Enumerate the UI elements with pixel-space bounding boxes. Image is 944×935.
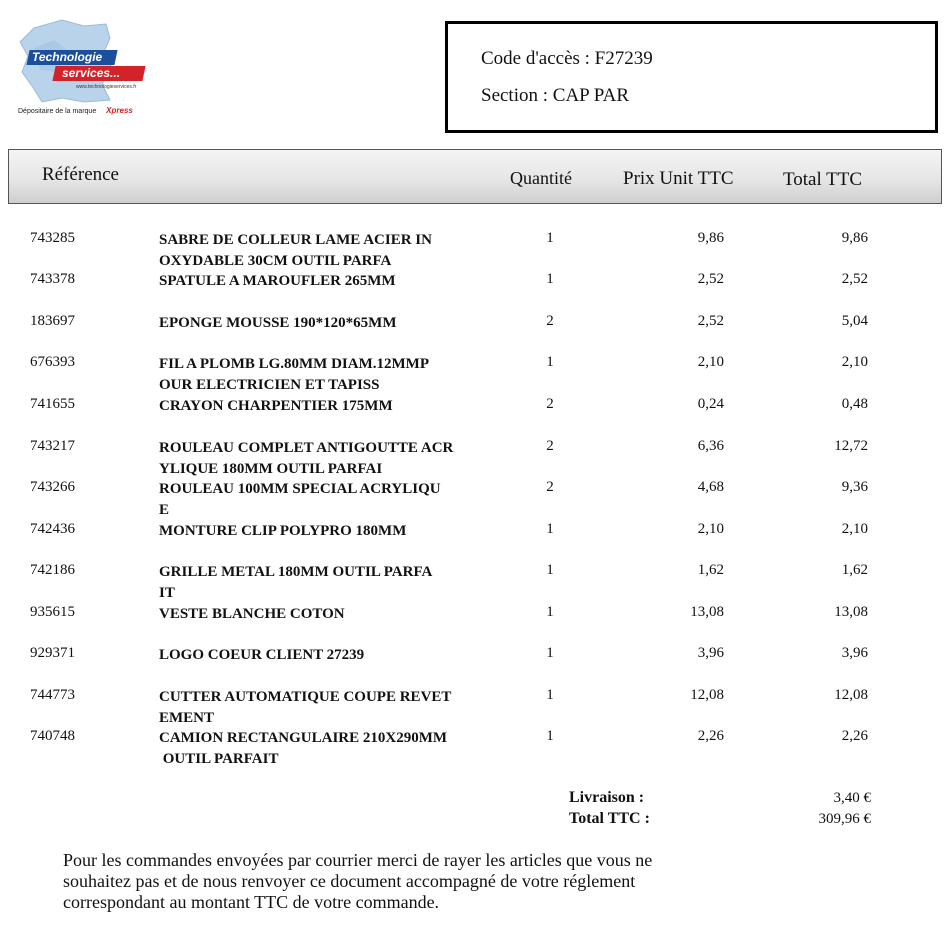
company-logo	[14, 18, 154, 122]
description-line: IT	[159, 584, 175, 601]
logo-depositaire	[18, 106, 133, 115]
item-description	[159, 230, 489, 271]
item-description	[159, 687, 489, 728]
note-line: correspondant au montant TTC de votre commande.	[63, 892, 440, 912]
table-row	[0, 396, 944, 436]
item-quantity: 1	[546, 728, 554, 744]
section-label: Section : CAP PAR	[481, 85, 629, 106]
item-unit-price: 2,52	[697, 313, 724, 329]
table-row	[0, 230, 944, 270]
table-row	[0, 562, 944, 602]
item-total: 13,08	[834, 604, 868, 620]
item-total: 3,96	[841, 645, 868, 661]
item-description	[159, 313, 489, 334]
item-unit-price: 4,68	[697, 479, 724, 495]
description-line: OUR ELECTRICIEN ET TAPISS	[159, 376, 380, 393]
item-quantity: 2	[546, 438, 554, 454]
item-unit-price: 2,52	[697, 271, 724, 287]
item-reference: 183697	[30, 313, 75, 329]
item-description	[159, 479, 489, 520]
item-description	[159, 396, 489, 417]
logo-line2: services...	[62, 66, 121, 80]
item-total: 12,08	[834, 687, 868, 703]
description-line: SPATULE A MAROUFLER 265MM	[159, 273, 396, 289]
item-reference: 742436	[30, 521, 75, 537]
item-reference: 744773	[30, 687, 75, 703]
table-header	[8, 149, 942, 204]
header-quantite: Quantité	[510, 168, 572, 188]
item-quantity: 2	[546, 313, 554, 329]
description-line: EPONGE MOUSSE 190*120*65MM	[159, 315, 397, 331]
table-row	[0, 645, 944, 685]
item-quantity: 1	[546, 271, 554, 287]
table-row	[0, 604, 944, 644]
item-reference: 743217	[30, 438, 75, 454]
table-row	[0, 438, 944, 478]
item-quantity: 1	[546, 230, 554, 246]
table-row	[0, 728, 944, 768]
total-ttc-value: 309,96 €	[818, 811, 871, 827]
description-line: GRILLE METAL 180MM OUTIL PARFA	[159, 564, 433, 580]
header-prix-unit: Prix Unit TTC	[623, 168, 734, 189]
item-description	[159, 438, 489, 479]
description-line: CUTTER AUTOMATIQUE COUPE REVET	[159, 689, 452, 705]
item-quantity: 1	[546, 562, 554, 578]
item-description	[159, 645, 489, 666]
item-reference: 741655	[30, 396, 75, 412]
item-total: 12,72	[834, 438, 868, 454]
table-row	[0, 271, 944, 311]
item-unit-price: 13,08	[690, 604, 724, 620]
table-row	[0, 354, 944, 394]
description-line: ROULEAU 100MM SPECIAL ACRYLIQU	[159, 481, 441, 497]
item-total: 2,10	[841, 521, 868, 537]
item-unit-price: 2,26	[697, 728, 724, 744]
table-row	[0, 687, 944, 727]
instructions-note	[63, 850, 783, 913]
description-line: OXYDABLE 30CM OUTIL PARFA	[159, 252, 392, 269]
table-row	[0, 479, 944, 519]
item-unit-price: 2,10	[697, 354, 724, 370]
item-description	[159, 354, 489, 395]
item-reference: 743285	[30, 230, 75, 246]
item-unit-price: 6,36	[697, 438, 724, 454]
item-reference: 935615	[30, 604, 75, 620]
item-description	[159, 562, 489, 603]
item-quantity: 1	[546, 604, 554, 620]
item-reference: 743378	[30, 271, 75, 287]
item-total: 2,52	[841, 271, 868, 287]
table-row	[0, 521, 944, 561]
item-description	[159, 521, 489, 542]
logo-line1: Technologie	[32, 50, 103, 64]
header-reference: Référence	[42, 164, 119, 185]
brand-mark: Xpress	[106, 106, 133, 115]
item-reference: 676393	[30, 354, 75, 370]
description-line: CRAYON CHARPENTIER 175MM	[159, 398, 393, 414]
item-unit-price: 9,86	[697, 230, 724, 246]
description-line: ROULEAU COMPLET ANTIGOUTTE ACR	[159, 440, 454, 456]
access-box	[445, 21, 938, 133]
logo-url: www.technologieservices.fr	[76, 84, 137, 90]
item-unit-price: 0,24	[697, 396, 724, 412]
header-total: Total TTC	[783, 169, 863, 190]
access-code: Code d'accès : F27239	[481, 48, 653, 69]
item-total: 1,62	[841, 562, 868, 578]
item-unit-price: 12,08	[690, 687, 724, 703]
description-line: EMENT	[159, 709, 215, 726]
item-quantity: 2	[546, 396, 554, 412]
description-line: LOGO COEUR CLIENT 27239	[159, 647, 365, 663]
item-unit-price: 3,96	[697, 645, 724, 661]
item-description	[159, 728, 489, 769]
description-line: E	[159, 501, 170, 518]
table-row	[0, 313, 944, 353]
item-description	[159, 604, 489, 625]
item-reference: 743266	[30, 479, 75, 495]
note-line: Pour les commandes envoyées par courrier merci de rayer les articles que vous ne	[63, 850, 653, 870]
item-unit-price: 2,10	[697, 521, 724, 537]
description-line: CAMION RECTANGULAIRE 210X290MM	[159, 730, 448, 746]
description-line: MONTURE CLIP POLYPRO 180MM	[159, 523, 407, 539]
item-total: 0,48	[841, 396, 868, 412]
item-reference: 740748	[30, 728, 75, 744]
logo-band-technologie	[26, 50, 117, 65]
item-quantity: 1	[546, 521, 554, 537]
livraison-value: 3,40 €	[833, 790, 871, 806]
item-quantity: 1	[546, 645, 554, 661]
item-total: 9,86	[841, 230, 868, 246]
item-quantity: 1	[546, 354, 554, 370]
logo-band-services	[52, 66, 145, 81]
item-total: 9,36	[841, 479, 868, 495]
description-line: OUTIL PARFAIT	[159, 750, 279, 767]
item-quantity: 2	[546, 479, 554, 495]
item-total: 2,10	[841, 354, 868, 370]
livraison-label: Livraison :	[569, 789, 645, 806]
item-unit-price: 1,62	[697, 562, 724, 578]
description-line: FIL A PLOMB LG.80MM DIAM.12MMP	[159, 356, 429, 372]
description-line: SABRE DE COLLEUR LAME ACIER IN	[159, 232, 432, 248]
item-total: 5,04	[841, 313, 868, 329]
item-reference: 742186	[30, 562, 75, 578]
item-reference: 929371	[30, 645, 75, 661]
description-line: VESTE BLANCHE COTON	[159, 606, 345, 622]
depositaire-text: Dépositaire de la marque	[18, 108, 97, 115]
total-ttc-label: Total TTC :	[569, 810, 650, 827]
note-line: souhaitez pas et de nous renvoyer ce document accompagné de votre réglement	[63, 871, 636, 891]
description-line: YLIQUE 180MM OUTIL PARFAI	[159, 460, 383, 477]
item-total: 2,26	[841, 728, 868, 744]
item-quantity: 1	[546, 687, 554, 703]
item-description	[159, 271, 489, 292]
